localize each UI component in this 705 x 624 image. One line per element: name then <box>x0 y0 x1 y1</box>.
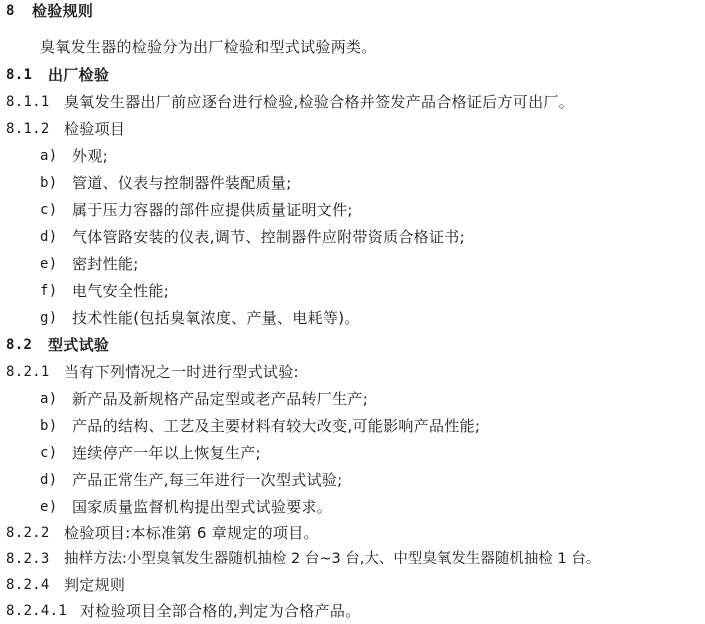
subsection-number: 8.2 <box>6 337 33 353</box>
clause-text: 对检验项目全部合格的,判定为合格产品。 <box>80 602 361 620</box>
item-text: 连续停产一年以上恢复生产; <box>72 444 261 462</box>
clause-text: 臭氧发生器出厂前应逐台进行检验,检验合格并签发产品合格证后方可出厂。 <box>64 93 574 111</box>
section-title: 检验规则 <box>32 2 94 20</box>
item-label: e) <box>40 256 58 272</box>
item-text: 国家质量监督机构提出型式试验要求。 <box>72 498 333 516</box>
section-number: 8 <box>6 3 15 19</box>
clause-text: 检验项目 <box>64 120 126 138</box>
item-text: 技术性能(包括臭氧浓度、产量、电耗等)。 <box>72 309 360 327</box>
clause-text: 判定规则 <box>64 576 126 594</box>
item-text: 管道、仪表与控制器件装配质量; <box>72 174 292 192</box>
clause-number: 8.2.4 <box>6 577 50 593</box>
item-label: c) <box>40 445 58 461</box>
item-label: f) <box>40 283 58 299</box>
clause-number: 8.1.2 <box>6 121 50 137</box>
item-label: e) <box>40 499 58 515</box>
item-text: 产品正常生产,每三年进行一次型式试验; <box>72 471 343 489</box>
intro-text: 臭氧发生器的检验分为出厂检验和型式试验两类。 <box>40 38 377 56</box>
clause-text: 检验项目:本标准第 6 章规定的项目。 <box>64 524 319 542</box>
item-label: d) <box>40 229 58 245</box>
clause-number: 8.2.1 <box>6 364 50 380</box>
item-text: 外观; <box>72 147 108 165</box>
clause-number: 8.1.1 <box>6 94 50 110</box>
item-text: 电气安全性能; <box>72 282 170 300</box>
item-label: d) <box>40 472 58 488</box>
item-label: a) <box>40 148 58 164</box>
subsection-title: 出厂检验 <box>48 66 110 84</box>
clause-number: 8.2.2 <box>6 525 50 541</box>
item-label: a) <box>40 391 58 407</box>
item-text: 属于压力容器的部件应提供质量证明文件; <box>72 201 353 219</box>
subsection-number: 8.1 <box>6 67 33 83</box>
clause-number: 8.2.3 <box>6 551 50 567</box>
clause-number: 8.2.4.1 <box>6 603 68 619</box>
item-label: b) <box>40 418 58 434</box>
item-text: 新产品及新规格产品定型或老产品转厂生产; <box>72 390 369 408</box>
item-label: g) <box>40 310 58 326</box>
item-text: 气体管路安装的仪表,调节、控制器件应附带资质合格证书; <box>72 228 465 246</box>
subsection-title: 型式试验 <box>48 336 110 354</box>
item-label: b) <box>40 175 58 191</box>
clause-text: 当有下列情况之一时进行型式试验: <box>64 363 299 381</box>
item-text: 产品的结构、工艺及主要材料有较大改变,可能影响产品性能; <box>72 417 481 435</box>
item-text: 密封性能; <box>72 255 139 273</box>
item-label: c) <box>40 202 58 218</box>
clause-text: 抽样方法:小型臭氧发生器随机抽检 2 台~3 台,大、中型臭氧发生器随机抽检 1 台。 <box>64 551 601 567</box>
